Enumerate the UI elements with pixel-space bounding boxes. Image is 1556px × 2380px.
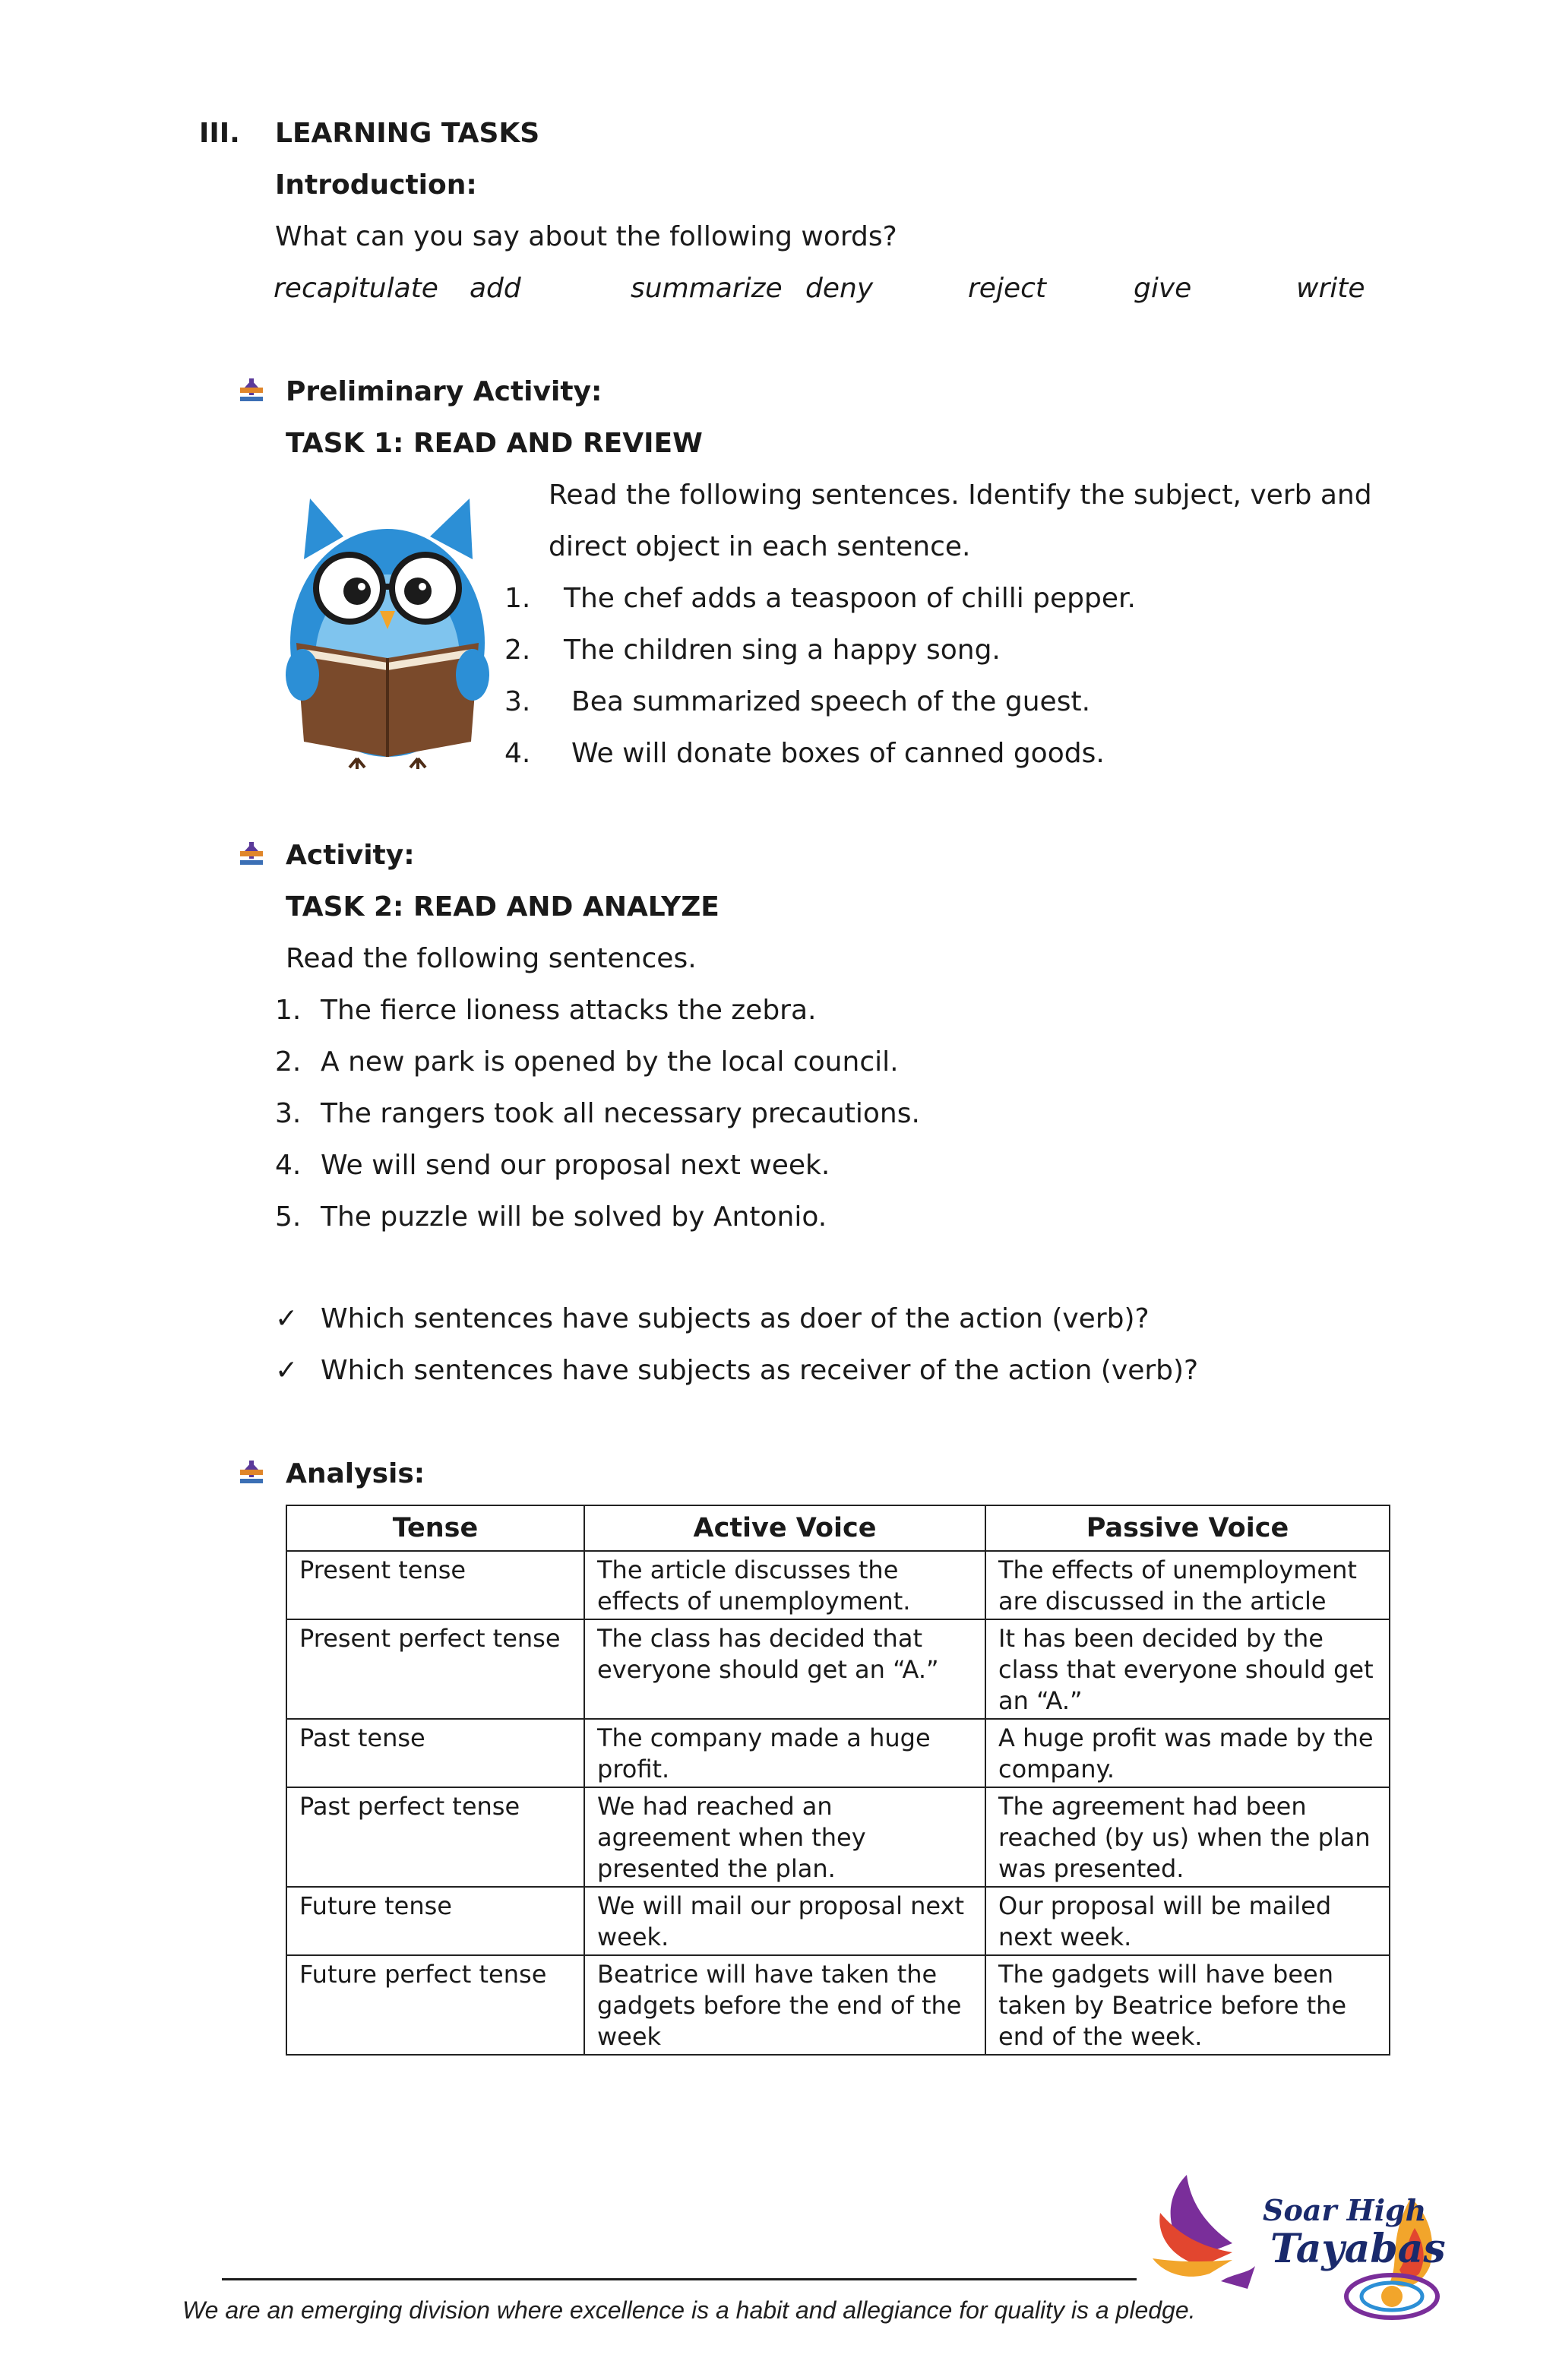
table-header-cell: Passive Voice xyxy=(985,1505,1390,1551)
task1-item-number: 4. xyxy=(504,738,531,769)
word-item: write xyxy=(1296,273,1365,304)
task2-item-text: The fierce lioness attacks the zebra. xyxy=(321,995,817,1026)
footer-divider xyxy=(222,2278,1137,2280)
task2-instruction: Read the following sentences. xyxy=(286,943,697,974)
word-item: recapitulate xyxy=(274,273,438,304)
table-cell: The agreement had been reached (by us) when the plan was presented. xyxy=(985,1787,1390,1887)
analysis-heading: Analysis: xyxy=(286,1458,425,1489)
table-cell: Past tense xyxy=(286,1719,584,1787)
table-row xyxy=(286,1887,1390,1955)
footer-motto: We are an emerging division where excellence is a habit and allegiance for quality is a pledge. xyxy=(182,2296,1196,2324)
task2-item-number: 1. xyxy=(275,995,302,1026)
table-cell: We had reached an agreement when they presented the plan. xyxy=(584,1787,985,1887)
word-item: add xyxy=(470,273,521,304)
task2-item-number: 2. xyxy=(275,1046,302,1078)
table-cell: We will mail our proposal next week. xyxy=(584,1887,985,1955)
table-row xyxy=(286,1955,1390,2055)
task2-question: Which sentences have subjects as doer of the action (verb)? xyxy=(321,1303,1150,1334)
task1-title: TASK 1: READ AND REVIEW xyxy=(286,428,703,459)
section-title: LEARNING TASKS xyxy=(275,118,540,149)
word-item: summarize xyxy=(631,273,783,304)
task1-item-number: 2. xyxy=(504,635,531,666)
introduction-heading: Introduction: xyxy=(275,169,477,201)
arrow-bullet-icon xyxy=(237,840,266,869)
table-row xyxy=(286,1619,1390,1719)
task1-item-text: We will donate boxes of canned goods. xyxy=(571,738,1105,769)
word-item: deny xyxy=(805,273,874,304)
section-numeral: III. xyxy=(199,118,240,149)
task1-instruction-line1: Read the following sentences. Identify the subject, verb and xyxy=(549,479,1372,511)
table-cell: Future tense xyxy=(286,1887,584,1955)
task2-item-text: The puzzle will be solved by Antonio. xyxy=(321,1201,827,1233)
task2-item-number: 3. xyxy=(275,1098,302,1129)
task2-item-text: We will send our proposal next week. xyxy=(321,1150,830,1181)
task2-title: TASK 2: READ AND ANALYZE xyxy=(286,891,719,923)
table-cell: Our proposal will be mailed next week. xyxy=(985,1887,1390,1955)
table-header-cell: Tense xyxy=(286,1505,584,1551)
table-row xyxy=(286,1719,1390,1787)
check-mark-icon: ✓ xyxy=(275,1303,299,1334)
table-cell: The company made a huge profit. xyxy=(584,1719,985,1787)
preliminary-heading: Preliminary Activity: xyxy=(286,376,602,407)
arrow-bullet-icon xyxy=(237,1459,266,1488)
reading-owl-illustration xyxy=(274,476,498,769)
task1-item-text: The children sing a happy song. xyxy=(564,635,1001,666)
table-row xyxy=(286,1551,1390,1619)
logo-text-line2: Tayabas xyxy=(1270,2226,1446,2272)
check-mark-icon: ✓ xyxy=(275,1355,299,1386)
task2-item-number: 4. xyxy=(275,1150,302,1181)
soar-high-tayabas-logo xyxy=(1149,2167,1460,2331)
word-item: give xyxy=(1134,273,1192,304)
task1-item-number: 1. xyxy=(504,583,531,614)
table-header-row xyxy=(286,1505,1390,1551)
table-cell: Present perfect tense xyxy=(286,1619,584,1719)
table-cell: Present tense xyxy=(286,1551,584,1619)
task2-item-text: The rangers took all necessary precautions. xyxy=(321,1098,920,1129)
task2-item-number: 5. xyxy=(275,1201,302,1233)
table-cell: It has been decided by the class that everyone should get an “A.” xyxy=(985,1619,1390,1719)
arrow-bullet-icon xyxy=(237,377,266,406)
analysis-table xyxy=(286,1505,1390,2056)
task2-question: Which sentences have subjects as receiver of the action (verb)? xyxy=(321,1355,1199,1386)
table-cell: The article discusses the effects of unemployment. xyxy=(584,1551,985,1619)
table-cell: Beatrice will have taken the gadgets before the end of the week xyxy=(584,1955,985,2055)
word-item: reject xyxy=(968,273,1047,304)
activity-heading: Activity: xyxy=(286,840,415,871)
task1-item-text: Bea summarized speech of the guest. xyxy=(571,686,1091,717)
table-row xyxy=(286,1787,1390,1887)
logo-text-line1: Soar High xyxy=(1263,2193,1427,2227)
table-header-cell: Active Voice xyxy=(584,1505,985,1551)
table-cell: Past perfect tense xyxy=(286,1787,584,1887)
table-cell: Future perfect tense xyxy=(286,1955,584,2055)
task1-item-number: 3. xyxy=(504,686,531,717)
introduction-question: What can you say about the following words? xyxy=(275,221,897,252)
task1-instruction-line2: direct object in each sentence. xyxy=(549,531,971,562)
task1-item-text: The chef adds a teaspoon of chilli pepper. xyxy=(564,583,1136,614)
table-cell: The effects of unemployment are discussed in the article xyxy=(985,1551,1390,1619)
table-cell: The class has decided that everyone should get an “A.” xyxy=(584,1619,985,1719)
table-cell: A huge profit was made by the company. xyxy=(985,1719,1390,1787)
task2-item-text: A new park is opened by the local council. xyxy=(321,1046,899,1078)
table-cell: The gadgets will have been taken by Beatrice before the end of the week. xyxy=(985,1955,1390,2055)
